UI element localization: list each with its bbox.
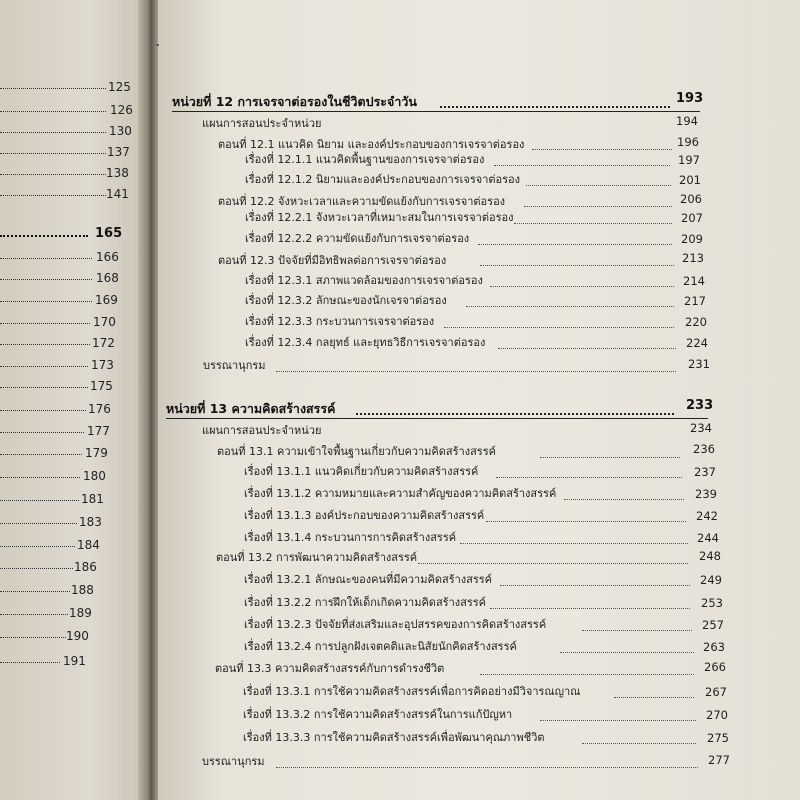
left-toc-row (0, 185, 130, 203)
entry-page-number: 194 (676, 114, 698, 128)
entry-label: แผนการสอนประจำหน่วย (202, 117, 322, 130)
entry-page-number: 267 (705, 685, 727, 699)
left-toc-row (0, 377, 130, 395)
left-page-number: 191 (63, 654, 86, 668)
unit-page-number: 233 (686, 398, 714, 413)
left-toc-row (0, 334, 130, 352)
entry-label: บรรณานุกรม (202, 755, 265, 768)
dot-leader (496, 477, 682, 478)
entry-label: เรื่องที่ 12.3.3 กระบวนการเจรจาต่อรอง (245, 315, 435, 328)
unit-page-number: 193 (676, 91, 704, 106)
entry-page-number: 196 (677, 135, 699, 149)
entry-label: เรื่องที่ 13.1.4 กระบวนการการคิดสร้างสรรค์ (244, 531, 457, 544)
dot-leader (480, 674, 694, 675)
dot-leader (440, 106, 670, 108)
left-toc-row (0, 269, 130, 287)
entry-page-number: 248 (699, 549, 721, 563)
entry-label: ตอนที่ 13.3 ความคิดสร้างสรรค์กับการดำรงชีวิต (215, 662, 445, 675)
left-toc-unit-row (0, 225, 130, 243)
left-page-number: 130 (109, 124, 132, 138)
left-page-number: 175 (90, 379, 113, 393)
dot-leader (494, 165, 670, 166)
book-spine-gutter (138, 0, 160, 800)
left-page-number: 168 (96, 271, 119, 285)
left-toc-row (0, 490, 130, 508)
entry-page-number: 263 (703, 640, 725, 654)
left-page-number: 166 (96, 250, 119, 264)
entry-page-number: 249 (700, 573, 722, 587)
entry-page-number: 253 (701, 596, 723, 610)
left-page-number: 186 (74, 560, 97, 574)
entry-label: ตอนที่ 13.1 ความเข้าใจพื้นฐานเกี่ยวกับความคิดสร้างสรรค์ (217, 445, 496, 458)
entry-label: เรื่องที่ 13.1.2 ความหมายและความสำคัญของความคิดสร้างสรรค์ (244, 487, 557, 500)
left-page-number: 179 (85, 446, 108, 460)
dot-leader (478, 244, 672, 245)
left-page-number: 169 (95, 293, 118, 307)
dot-leader (466, 306, 674, 307)
entry-page-number: 224 (686, 336, 708, 350)
left-page-number: 137 (107, 145, 130, 159)
left-toc-row (0, 627, 130, 645)
entry-label: เรื่องที่ 12.3.1 สภาพแวดล้อมของการเจรจาต่อรอง (245, 274, 483, 287)
left-page-number: 190 (66, 629, 89, 643)
entry-page-number: 207 (681, 211, 703, 225)
dot-leader (514, 223, 672, 224)
dot-leader (498, 348, 676, 349)
left-page-number: 189 (69, 606, 92, 620)
entry-label: เรื่องที่ 12.1.1 แนวคิดพื้นฐานของการเจรจาต่อรอง (245, 153, 485, 166)
entry-page-number: 214 (683, 274, 705, 288)
entry-label: เรื่องที่ 12.2.2 ความขัดแย้งกับการเจรจาต่อรอง (245, 232, 470, 245)
entry-label: เรื่องที่ 12.3.2 ลักษณะของนักเจรจาต่อรอง (245, 294, 447, 307)
left-page-number: 181 (81, 492, 104, 506)
entry-label: เรื่องที่ 13.3.1 การใช้ความคิดสร้างสรรค์เพื่อการคิดอย่างมีวิจารณญาณ (243, 685, 581, 698)
dot-leader (540, 457, 680, 458)
dot-leader (418, 563, 688, 564)
entry-page-number: 220 (685, 315, 707, 329)
dot-leader (490, 608, 690, 609)
unit-title: หน่วยที่ 13 ความคิดสร้างสรรค์ (166, 401, 336, 416)
entry-page-number: 270 (706, 708, 728, 722)
dot-leader (582, 743, 696, 744)
left-toc-row (0, 78, 130, 96)
left-page-number: 176 (88, 402, 111, 416)
dot-leader (356, 413, 674, 415)
left-toc-row (0, 536, 130, 554)
left-toc-row (0, 513, 130, 531)
left-toc-row (0, 581, 130, 599)
unit-underline (166, 418, 708, 419)
entry-page-number: 217 (684, 294, 706, 308)
entry-label: เรื่องที่ 12.3.4 กลยุทธ์ และยุทธวิธีการเจรจาต่อรอง (245, 336, 486, 349)
entry-label: เรื่องที่ 13.2.4 การปลูกฝังเจตคติและนิสัยนักคิดสร้างสรรค์ (244, 640, 517, 653)
dot-leader (276, 371, 676, 372)
entry-label: แผนการสอนประจำหน่วย (202, 424, 322, 437)
left-toc-row (0, 101, 133, 119)
entry-page-number: 201 (679, 173, 701, 187)
dot-leader (500, 585, 690, 586)
dot-leader (486, 521, 686, 522)
entry-label: ตอนที่ 13.2 การพัฒนาความคิดสร้างสรรค์ (216, 551, 418, 564)
dot-leader (444, 327, 674, 328)
left-page-number: 141 (106, 187, 129, 201)
left-page-number: 183 (79, 515, 102, 529)
dot-leader (490, 286, 674, 287)
left-toc-row (0, 444, 130, 462)
left-page-number: 138 (106, 166, 129, 180)
entry-label: เรื่องที่ 13.1.3 องค์ประกอบของความคิดสร้างสรรค์ (244, 509, 485, 522)
unit-underline (172, 111, 700, 112)
left-toc-row (0, 164, 130, 182)
left-page-number: 165 (95, 226, 123, 241)
paper-speck (156, 44, 159, 46)
dot-leader (276, 767, 698, 768)
entry-label: เรื่องที่ 13.3.2 การใช้ความคิดสร้างสรรค์ในการแก้ปัญหา (243, 708, 513, 721)
dot-leader (526, 185, 671, 186)
entry-page-number: 231 (688, 357, 710, 371)
left-toc-row (0, 122, 130, 140)
entry-page-number: 206 (680, 192, 702, 206)
left-page-number: 180 (83, 469, 106, 483)
entry-label: ตอนที่ 12.3 ปัจจัยที่มีอิทธิพลต่อการเจรจาต่อรอง (218, 254, 447, 267)
left-page-number: 170 (93, 315, 116, 329)
entry-page-number: 244 (697, 531, 719, 545)
dot-leader (560, 652, 694, 653)
entry-label: เรื่องที่ 13.3.3 การใช้ความคิดสร้างสรรค์เพื่อพัฒนาคุณภาพชีวิต (243, 731, 545, 744)
dot-leader (532, 149, 672, 150)
left-page-number: 126 (110, 103, 133, 117)
entry-page-number: 239 (695, 487, 717, 501)
left-toc-row (0, 291, 130, 309)
entry-page-number: 237 (694, 465, 716, 479)
left-toc-row (0, 422, 130, 440)
dot-leader (480, 265, 674, 266)
entry-page-number: 266 (704, 660, 726, 674)
entry-label: เรื่องที่ 13.2.3 ปัจจัยที่ส่งเสริมและอุปสรรคของการคิดสร้างสรรค์ (244, 618, 547, 631)
entry-page-number: 275 (707, 731, 729, 745)
left-toc-row (0, 604, 130, 622)
entry-page-number: 236 (693, 442, 715, 456)
entry-page-number: 257 (702, 618, 724, 632)
left-page-number: 125 (108, 80, 131, 94)
left-page-number: 177 (87, 424, 110, 438)
entry-label: บรรณานุกรม (203, 359, 266, 372)
dot-leader (614, 697, 694, 698)
left-page-number: 173 (91, 358, 114, 372)
left-page-number: 172 (92, 336, 115, 350)
entry-page-number: 277 (708, 753, 730, 767)
entry-page-number: 234 (690, 421, 712, 435)
left-toc-row (0, 558, 130, 576)
unit-title: หน่วยที่ 12 การเจรจาต่อรองในชีวิตประจำวัน (172, 94, 417, 109)
entry-page-number: 213 (682, 251, 704, 265)
left-toc-row (0, 652, 130, 670)
left-page (0, 0, 150, 800)
dot-leader (582, 630, 692, 631)
dot-leader (564, 499, 684, 500)
entry-label: เรื่องที่ 13.2.2 การฝึกให้เด็กเกิดความคิดสร้างสรรค์ (244, 596, 486, 609)
left-toc-row (0, 400, 130, 418)
entry-label: ตอนที่ 12.1 แนวคิด นิยาม และองค์ประกอบของการเจรจาต่อรอง (218, 138, 525, 151)
entry-label: เรื่องที่ 12.2.1 จังหวะเวลาที่เหมาะสมในการเจรจาต่อรอง (245, 211, 514, 224)
left-toc-row (0, 356, 130, 374)
entry-page-number: 242 (696, 509, 718, 523)
left-toc-row (0, 143, 130, 161)
dot-leader (460, 543, 688, 544)
left-toc-row (0, 248, 130, 266)
dot-leader (524, 206, 672, 207)
dot-leader (540, 720, 696, 721)
left-page-number: 184 (77, 538, 100, 552)
entry-label: ตอนที่ 12.2 จังหวะเวลาและความขัดแย้งกับการเจรจาต่อรอง (218, 195, 506, 208)
entry-label: เรื่องที่ 13.1.1 แนวคิดเกี่ยวกับความคิดสร้างสรรค์ (244, 465, 479, 478)
left-page-number: 188 (71, 583, 94, 597)
entry-label: เรื่องที่ 13.2.1 ลักษณะของคนที่มีความคิดสร้างสรรค์ (244, 573, 493, 586)
entry-label: เรื่องที่ 12.1.2 นิยามและองค์ประกอบของการเจรจาต่อรอง (245, 173, 521, 186)
entry-page-number: 197 (678, 153, 700, 167)
left-toc-row (0, 467, 130, 485)
left-toc-row (0, 313, 130, 331)
entry-page-number: 209 (681, 232, 703, 246)
